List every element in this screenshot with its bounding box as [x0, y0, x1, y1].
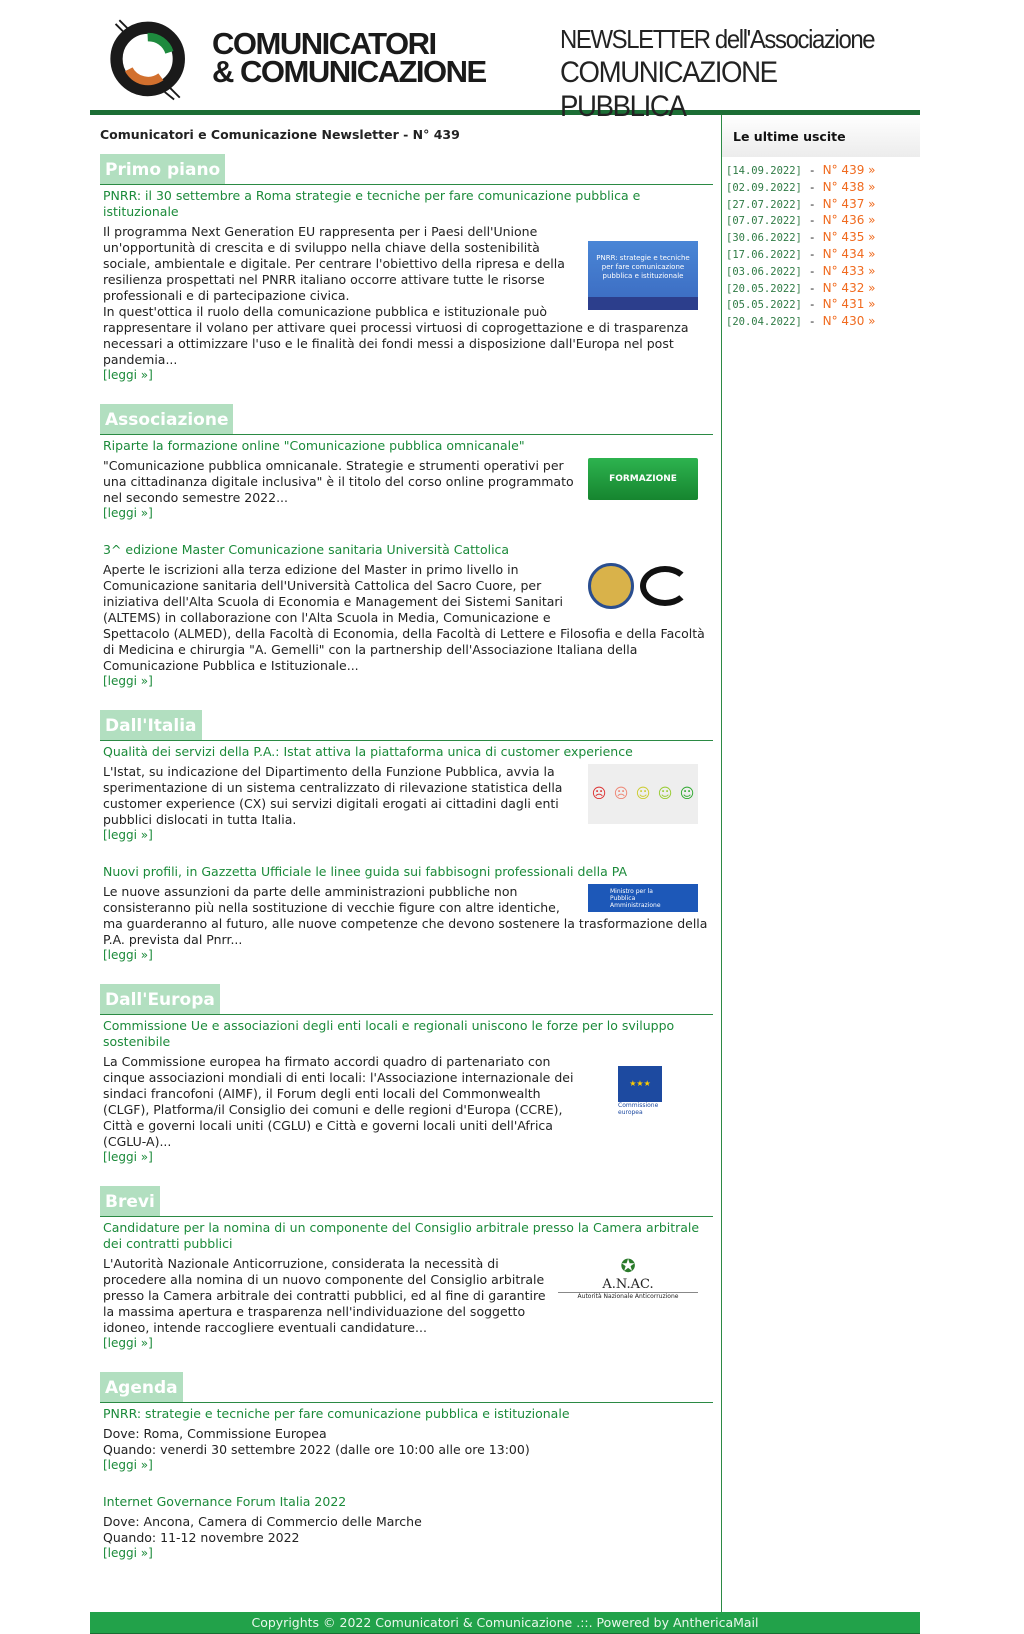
issue-item [726, 297, 916, 314]
article [100, 1018, 713, 1164]
issue-item [726, 163, 916, 180]
formazione-image [588, 458, 698, 500]
section-header [100, 710, 713, 741]
article [100, 1494, 713, 1560]
article [100, 1220, 713, 1350]
sidebar [722, 115, 920, 1612]
issue-date: [20.05.2022] [726, 282, 802, 295]
issue-date: [27.07.2022] [726, 198, 802, 211]
issues-list [722, 157, 920, 337]
separator: - [801, 213, 823, 228]
read-more-link[interactable]: [leggi »] [103, 948, 153, 962]
issue-item [726, 247, 916, 264]
issue-item [726, 314, 916, 331]
section-header [100, 1186, 713, 1217]
brand-line-1: COMUNICATORI [212, 26, 436, 61]
smiley-image: ☹ ☹ ☺ ☺ ☺ [588, 764, 698, 824]
issue-link[interactable]: N° 431 » [822, 297, 876, 312]
article-text: "Comunicazione pubblica omnicanale. Strategie e strumenti operativi per una cittadinanza digitale inclusiva" è il titolo del corso online programmato nel secondo semestre 2022... [103, 458, 574, 505]
article [100, 188, 713, 382]
separator: - [801, 230, 823, 245]
issue-link[interactable]: N° 437 » [822, 196, 876, 211]
article [100, 864, 713, 962]
section-header [100, 404, 713, 435]
section-primo-piano [100, 154, 713, 382]
section-agenda [100, 1372, 713, 1560]
issue-link[interactable]: N° 432 » [822, 280, 876, 295]
cattolica-image [588, 562, 698, 610]
newsletter-title: Comunicatori e Comunicazione Newsletter - N° 439 [100, 127, 460, 142]
newsletter-heading [560, 22, 891, 124]
separator: - [801, 297, 823, 312]
separator: - [801, 179, 823, 194]
article-title-link[interactable]: Qualità dei servizi della P.A.: Istat attiva la piattaforma unica di customer experience [103, 744, 633, 759]
read-more-link[interactable]: [leggi »] [103, 1150, 153, 1164]
issue-item [726, 230, 916, 247]
article-title-link[interactable]: Candidature per la nomina di un componente del Consiglio arbitrale presso la Camera arbitrale dei contratti pubblici [103, 1220, 700, 1251]
article-title-link[interactable]: Internet Governance Forum Italia 2022 [103, 1494, 347, 1509]
article-text: Dove: Ancona, Camera di Commercio delle Marche Quando: 11-12 novembre 2022 [103, 1514, 422, 1545]
issue-link[interactable]: N° 439 » [822, 163, 876, 177]
article-text: Il programma Next Generation EU rappresenta per i Paesi dell'Unione un'opportunità di crescita e di sviluppo nella chiave della sostenibilità sociale, ambientale e digitale. Per centrare l'obiettivo della ripresa e della resilienza prospettati nel PNRR italiano occorre attivare tutte le risorse professionali e di partecipazione civica. In quest'ottica il ruolo della comunicazione pubblica e istituzionale può rappresentare il volano per attivare quei processi virtuosi di coprogettazione e di trasparenza necessari a ottimizzare l'uso e le finalità dei fondi messi a disposizione dall'Europa nel post pandemia... [103, 224, 689, 367]
issue-date: [14.09.2022] [726, 165, 802, 177]
section-title: Brevi [100, 1186, 160, 1216]
eu-image: ★★★ Commissione europea [598, 1054, 698, 1124]
newsletter-line-1: NEWSLETTER dell'Associazione [560, 24, 875, 54]
issue-date: [17.06.2022] [726, 248, 802, 261]
article-title-link[interactable]: PNRR: strategie e tecniche per fare comunicazione pubblica e istituzionale [103, 1406, 570, 1421]
section-title: Primo piano [100, 154, 225, 184]
read-more-link[interactable]: [leggi »] [103, 506, 153, 520]
separator: - [801, 196, 823, 211]
sidebar-title: Le ultime uscite [722, 115, 920, 157]
issue-item [726, 281, 916, 298]
separator: - [801, 280, 823, 295]
issue-date: [30.06.2022] [726, 232, 802, 245]
article-title-link[interactable]: Commissione Ue e associazioni degli enti locali e regionali uniscono le forze per lo sviluppo sostenibile [103, 1018, 675, 1049]
article-title-link[interactable]: 3^ edizione Master Comunicazione sanitaria Università Cattolica [103, 542, 510, 557]
logo-icon [108, 12, 193, 102]
main-content [90, 115, 722, 1612]
article-text: Dove: Roma, Commissione Europea Quando: venerdi 30 settembre 2022 (dalle ore 10:00 alle ore 13:00) [103, 1426, 530, 1457]
article-text: L'Autorità Nazionale Anticorruzione, considerata la necessità di procedere alla nomina di un nuovo componente del Consiglio arbitrale presso la Camera arbitrale dei contratti pubblici, ed al fine di garantire la massima apertura e trasparenza nell'individuazione del soggetto idoneo, intende raccogliere eventuali candidature... [103, 1256, 546, 1335]
image-caption: A.N.AC. [558, 1277, 698, 1293]
article-text: La Commissione europea ha firmato accordi quadro di partenariato con cinque associazioni mondiali di enti locali: l'Associazione internazionale dei sindaci francofoni (AIMF), il Forum degli enti locali del Commonwealth (CLGF), Platforma/il Consiglio dei comuni e delle regioni d'Europa (CCRE), Città e governi locali uniti (CGLU) e Città e governi locali uniti dell'Africa (CGLU-A)... [103, 1054, 574, 1149]
section-header [100, 1372, 713, 1403]
issue-link[interactable]: N° 433 » [822, 263, 876, 278]
read-more-link[interactable]: [leggi »] [103, 674, 153, 688]
separator: - [801, 163, 823, 177]
issue-link[interactable]: N° 430 » [822, 314, 876, 329]
issue-date: [02.09.2022] [726, 181, 802, 194]
issue-date: [07.07.2022] [726, 215, 802, 228]
article [100, 438, 713, 520]
read-more-link[interactable]: [leggi »] [103, 828, 153, 842]
image-caption: PNRR: strategie e tecniche per fare comunicazione pubblica e istituzionale [596, 253, 690, 280]
read-more-link[interactable]: [leggi »] [103, 1458, 153, 1472]
issue-date: [05.05.2022] [726, 299, 802, 312]
section-header [100, 154, 713, 185]
issue-item [726, 264, 916, 281]
pnrr-image [588, 224, 698, 310]
separator: - [801, 263, 823, 278]
issue-date: [20.04.2022] [726, 316, 802, 329]
issue-item [726, 180, 916, 197]
read-more-link[interactable]: [leggi »] [103, 368, 153, 382]
header [90, 0, 920, 123]
section-brevi [100, 1186, 713, 1350]
section-title: Associazione [100, 404, 233, 434]
article-text: Le nuove assunzioni da parte delle amministrazioni pubbliche non consisteranno più nella sostituzione di vecchie figure con altre identiche, ma guarderanno al futuro, alle nuove competenze che devono sostenere la trasformazione della P.A. prevista dal Pnrr... [103, 884, 708, 947]
article-title-link[interactable]: PNRR: il 30 settembre a Roma strategie e tecniche per fare comunicazione pubblica e istituzionale [103, 188, 641, 219]
image-caption: Commissione europea [618, 1102, 659, 1116]
read-more-link[interactable]: [leggi »] [103, 1546, 153, 1560]
section-dall-europa [100, 984, 713, 1164]
section-title: Agenda [100, 1372, 183, 1402]
issue-link[interactable]: N° 435 » [822, 230, 876, 245]
issue-link[interactable]: N° 436 » [822, 213, 876, 228]
article-title-link[interactable]: Nuovi profili, in Gazzetta Ufficiale le linee guida sui fabbisogni professionali della PA [103, 864, 627, 879]
section-dall-italia [100, 710, 713, 962]
issue-link[interactable]: N° 438 » [822, 179, 876, 194]
separator: - [801, 314, 823, 329]
issue-link[interactable]: N° 434 » [822, 246, 876, 261]
section-title: Dall'Italia [100, 710, 202, 740]
section-title: Dall'Europa [100, 984, 220, 1014]
issue-date: [03.06.2022] [726, 265, 802, 278]
separator: - [801, 246, 823, 261]
article-text: L'Istat, su indicazione del Dipartimento della Funzione Pubblica, avvia la sperimentazione di un sistema centralizzato di rilevazione statistica della customer experience (CX) sui servizi digitali erogati ai cittadini dagli enti pubblici dislocati in tutta Italia. [103, 764, 563, 827]
article [100, 542, 713, 688]
image-caption: FORMAZIONE [609, 474, 677, 484]
issue-item [726, 197, 916, 214]
footer: Copyrights © 2022 Comunicatori & Comunicazione .::. Powered by AnthericaMail [90, 1612, 920, 1634]
read-more-link[interactable]: [leggi »] [103, 1336, 153, 1350]
anac-image: ✪ A.N.AC. Autorità Nazionale Anticorruzione [558, 1256, 698, 1324]
image-caption: Ministro per la Pubblica Amministrazione [610, 887, 661, 909]
brand-line-2: & COMUNICAZIONE [212, 54, 486, 89]
ministro-image [588, 884, 698, 912]
article [100, 1406, 713, 1472]
newsletter [90, 0, 920, 1634]
issue-item [726, 213, 916, 230]
article-title-link[interactable]: Riparte la formazione online "Comunicazione pubblica omnicanale" [103, 438, 525, 453]
section-header [100, 984, 713, 1015]
article-text: Aperte le iscrizioni alla terza edizione del Master in primo livello in Comunicazione sanitaria dell'Università Cattolica del Sacro Cuore, per iniziativa dell'Alta Scuola di Economia e Management dei Sistemi Sanitari (ALTEMS) in collaborazione con l'Alta Scuola in Media, Comunicazione e Spettacolo (ALMED), della Facoltà di Economia, della Facoltà di Lettere e Filosofia e della Facoltà di Medicina e chirurgia "A. Gemelli" con la partnership dell'Associazione Italiana della Comunicazione Pubblica e Istituzionale... [103, 562, 705, 673]
brand-name [212, 26, 486, 89]
newsletter-line-2: COMUNICAZIONE PUBBLICA [560, 56, 777, 123]
article [100, 744, 713, 842]
image-subcaption: Autorità Nazionale Anticorruzione [577, 1293, 679, 1300]
section-associazione [100, 404, 713, 688]
